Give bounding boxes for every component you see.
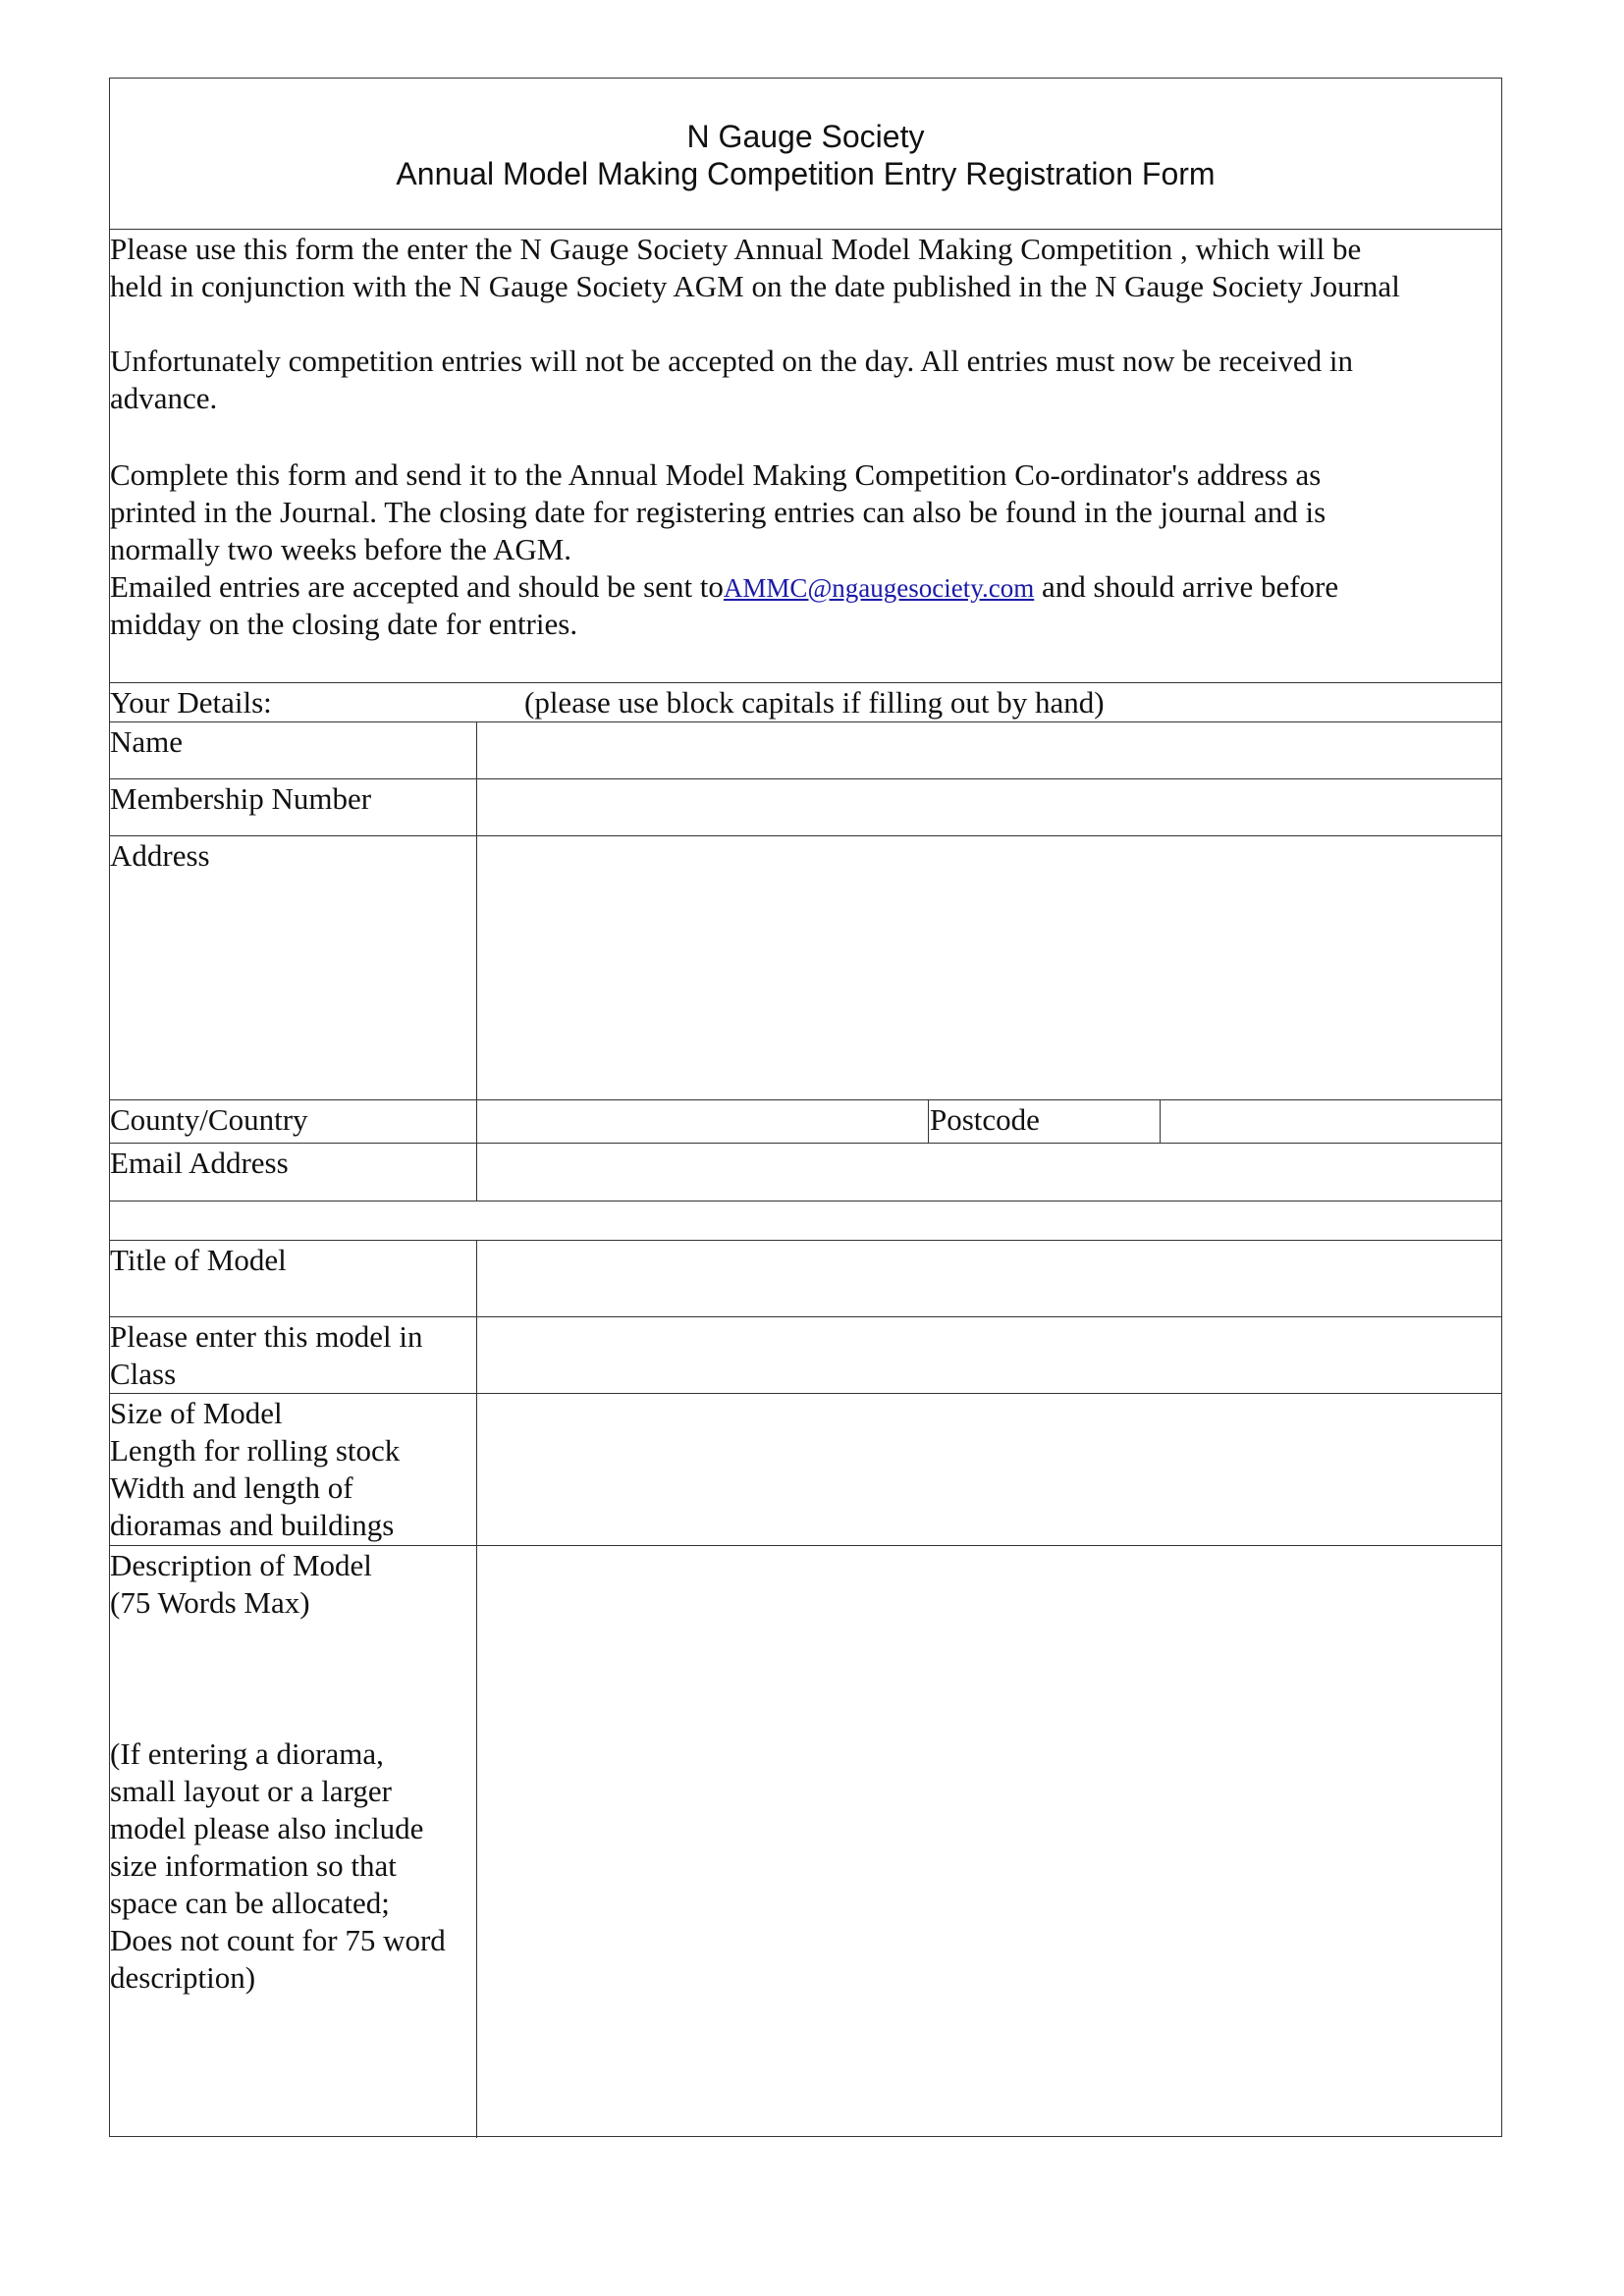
registration-form xyxy=(109,78,1502,2137)
email-link[interactable]: AMMC@ngaugesociety.com xyxy=(723,573,1035,603)
email-address-field[interactable] xyxy=(478,1145,1501,1201)
address-label: Address xyxy=(110,838,210,873)
intro-text: normally two weeks before the AGM. xyxy=(110,532,572,566)
divider xyxy=(110,721,1501,722)
intro-text: Complete this form and send it to the Annual Model Making Competition Co-ordinator's address as xyxy=(110,457,1322,492)
county-country-label: County/Country xyxy=(110,1102,308,1137)
class-field[interactable] xyxy=(478,1318,1501,1392)
divider xyxy=(1160,1099,1161,1143)
divider xyxy=(110,682,1501,683)
divider xyxy=(110,1099,1501,1100)
divider xyxy=(476,721,477,1201)
email-instructions-prefix: Emailed entries are accepted and should be sent to xyxy=(110,569,724,604)
divider xyxy=(928,1099,929,1143)
model-size-label: Size of Model xyxy=(110,1396,283,1430)
description-note: space can be allocated; xyxy=(110,1886,390,1920)
class-label: Please enter this model in xyxy=(110,1319,423,1354)
membership-number-field[interactable] xyxy=(478,780,1501,835)
form-org-title: N Gauge Society xyxy=(686,119,925,154)
description-note: (If entering a diorama, xyxy=(110,1736,384,1771)
email-instructions xyxy=(110,568,1503,607)
divider xyxy=(110,835,1501,836)
description-note: Does not count for 75 word xyxy=(110,1923,446,1957)
name-field[interactable] xyxy=(478,723,1501,778)
intro-text: Please use this form the enter the N Gauge Society Annual Model Making Competition , which will be xyxy=(110,232,1362,266)
divider xyxy=(110,1393,1501,1394)
block-capitals-note: (please use block capitals if filling out by hand) xyxy=(524,685,1105,720)
class-label: Class xyxy=(110,1357,177,1391)
model-size-label: Length for rolling stock xyxy=(110,1433,401,1468)
divider xyxy=(476,1240,477,2138)
divider xyxy=(110,1316,1501,1317)
divider xyxy=(110,778,1501,779)
name-label: Name xyxy=(110,724,184,759)
model-size-label: Width and length of xyxy=(110,1470,353,1505)
intro-text: midday on the closing date for entries. xyxy=(110,607,578,641)
divider xyxy=(110,1143,1501,1144)
model-title-field[interactable] xyxy=(478,1242,1501,1315)
description-note: size information so that xyxy=(110,1848,397,1883)
intro-text: printed in the Journal. The closing date for registering entries can also be found in the journal and is xyxy=(110,495,1326,529)
model-size-label: dioramas and buildings xyxy=(110,1508,395,1542)
email-instructions-suffix: and should arrive before xyxy=(1034,569,1339,604)
intro-text: held in conjunction with the N Gauge Society AGM on the date published in the N Gauge Society Journal xyxy=(110,269,1400,303)
postcode-field[interactable] xyxy=(1162,1101,1501,1143)
county-country-field[interactable] xyxy=(478,1101,928,1143)
description-note: small layout or a larger xyxy=(110,1774,392,1808)
divider xyxy=(110,229,1501,230)
description-label: Description of Model xyxy=(110,1548,372,1582)
divider xyxy=(110,1240,1501,1241)
form-title: Annual Model Making Competition Entry Registration Form xyxy=(396,156,1216,191)
description-note: model please also include xyxy=(110,1811,424,1845)
your-details-heading: Your Details: xyxy=(110,685,272,720)
email-address-label: Email Address xyxy=(110,1146,289,1180)
model-size-field[interactable] xyxy=(478,1395,1501,1544)
address-field[interactable] xyxy=(478,837,1501,1098)
description-label: (75 Words Max) xyxy=(110,1585,310,1620)
description-note: description) xyxy=(110,1960,256,1995)
description-field[interactable] xyxy=(478,1547,1501,2136)
membership-number-label: Membership Number xyxy=(110,781,372,816)
model-title-label: Title of Model xyxy=(110,1243,287,1277)
intro-text: advance. xyxy=(110,381,218,415)
intro-text: Unfortunately competition entries will not be accepted on the day. All entries must now be received in xyxy=(110,344,1354,378)
divider xyxy=(110,1545,1501,1546)
postcode-label: Postcode xyxy=(930,1102,1040,1137)
